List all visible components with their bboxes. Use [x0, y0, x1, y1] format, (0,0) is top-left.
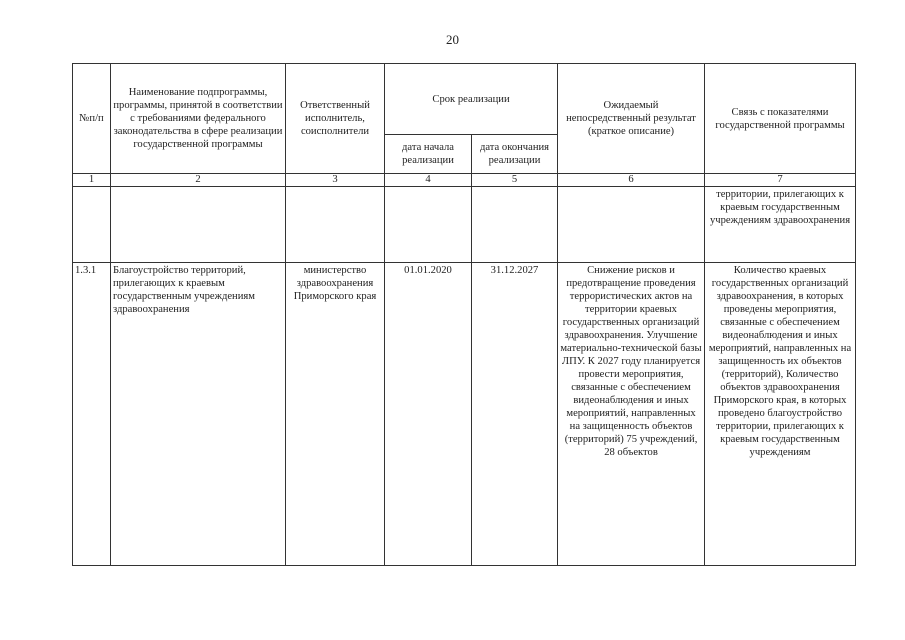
- continuation-indicator: территории, прилегающих к краевым государственным учреждениям здравоохранения: [705, 187, 856, 263]
- column-number-row: [73, 174, 856, 187]
- empty-cell: [111, 187, 286, 263]
- column-number: 1: [73, 174, 111, 187]
- header-expected-result: Ожидаемый непосредственный результат (краткое описание): [558, 64, 705, 174]
- header-executor: Ответственный исполнитель, соисполнители: [286, 64, 385, 174]
- header-start-date: дата начала реализации: [385, 135, 472, 174]
- row-start-date: 01.01.2020: [385, 263, 472, 566]
- empty-cell: [286, 187, 385, 263]
- empty-cell: [73, 187, 111, 263]
- column-number: 4: [385, 174, 472, 187]
- header-number: №п/п: [73, 64, 111, 174]
- row-subprogram-name: Благоустройство территорий, прилегающих к краевым государственным учреждениям здравоохранения: [111, 263, 286, 566]
- header-subprogram-name: Наименование подпрограммы, программы, принятой в соответствии с требованиями федерального законодательства в сфере реализации государственной программы: [111, 64, 286, 174]
- column-number: 3: [286, 174, 385, 187]
- header-end-date: дата окончания реализации: [472, 135, 558, 174]
- row-indicator-link: Количество краевых государственных организаций здравоохранения, в которых проведены мероприятия, связанные с обеспечением видеонаблюдения и иных мероприятий, направленных на защищенность их объектов (территорий), Количество объектов здравоохранения Приморского края, в которых проведено благоустройство территории, прилегающих к краевым государственным учреждениям: [705, 263, 856, 566]
- row-number: 1.3.1: [73, 263, 111, 566]
- header-row: [73, 64, 856, 135]
- row-executor: министерство здравоохранения Приморского края: [286, 263, 385, 566]
- empty-cell: [472, 187, 558, 263]
- column-number: 2: [111, 174, 286, 187]
- header-indicator-link: Связь с показателями государственной программы: [705, 64, 856, 174]
- continuation-row: [73, 187, 856, 263]
- row-end-date: 31.12.2027: [472, 263, 558, 566]
- column-number: 7: [705, 174, 856, 187]
- column-number: 5: [472, 174, 558, 187]
- table-row: [73, 263, 856, 566]
- program-table: [72, 63, 856, 566]
- header-period: Срок реализации: [385, 64, 558, 135]
- empty-cell: [558, 187, 705, 263]
- row-expected-result: Снижение рисков и предотвращение проведения террористических актов на территории краевых государственных организаций здравоохранения. Улучшение материально-технической базы ЛПУ. К 2027 году планируется провести мероприятия, связанные с обеспечением видеонаблюдения и иных мероприятий, направленных на защищенность объектов (территорий) 75 учреждений, 28 объектов: [558, 263, 705, 566]
- page-number: 20: [446, 32, 459, 47]
- empty-cell: [385, 187, 472, 263]
- column-number: 6: [558, 174, 705, 187]
